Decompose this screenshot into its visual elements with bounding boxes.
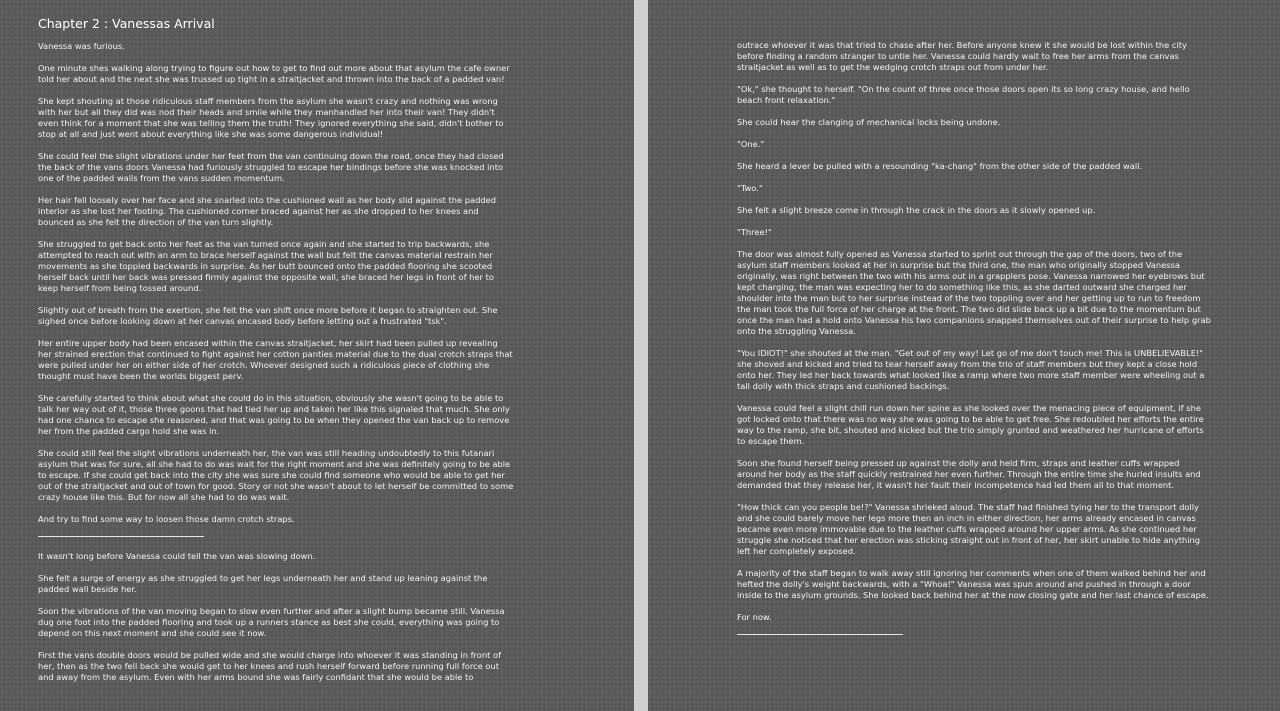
paragraph: Soon she found herself being pressed up against the dolly and held firm, straps and leather cuffs wrapped around her body as the staff quickly restrained her even further. Through the entire time she hurled insults and demanded that they release her, it wasn't her fault their incompetence had led them all to that moment. <box>737 458 1201 490</box>
paragraph: She could still feel the slight vibrations underneath her, the van was still heading undoubtedly to this futanari asylum that was for sure, all she had to do was wait for the right moment and she was definitely going to be able to escape. If she could get back into the city she was sure she could find someone who would be able to get her out of the straitjacket and out of town for good. Story or not she wasn't about to let herself be committed to some crazy house like this. But for now all she had to do was wait. <box>38 448 514 502</box>
paragraph: First the vans double doors would be pulled wide and she would charge into whoever it was standing in front of her, then as the two fell back she would get to her knees and rush herself forward before running full force out and away from the asylum. Even with her arms bound she was fairly confidant that she would be able to <box>38 650 501 682</box>
section-divider <box>737 634 903 635</box>
paragraph: She heard a lever be pulled with a resounding "ka-chang" from the other side of the padded wall. <box>737 161 1143 171</box>
left-page <box>0 0 634 711</box>
paragraph: Slightly out of breath from the exertion, she felt the van shift once more before it began to straighten out. She sighed once before looking down at her canvas encased body before letting out a frustrated "tsk". <box>38 305 498 326</box>
paragraph: Vanessa could feel a slight chill run down her spine as she looked over the menacing piece of equipment, if she got locked onto that there was no way she was going to be able to get free. She redoubled her efforts the entire way to the ramp, she bit, shouted and kicked but the trio simply grunted and weathered her hurricane of efforts to escape them. <box>737 403 1204 446</box>
paragraph: The door was almost fully opened as Vanessa started to sprint out through the gap of the doors, two of the asylum staff members looked at her in surprise but the third one, the man who originally stopped Vanessa originally, was right between the two with his arms out in a grapplers pose. Vanessa narrowed her eyebrows but kept charging, the man was expecting her to do something like this, as she darted outward she charged her shoulder into the man but to her surprise instead of the two toppling over and her getting up to run to freedom the man took the full force of her charge at the front. The two did slide back up a bit due to the momentum but once the man had a hold onto Vanessa his two companions snapped themselves out of their surprise to help grab onto the struggling Vanessa. <box>737 249 1211 336</box>
paragraph: It wasn't long before Vanessa could tell the van was slowing down. <box>38 551 316 561</box>
section-divider <box>38 536 204 537</box>
paragraph: "Ok," she thought to herself. "On the count of three once those doors open its so long crazy house, and hello beach front relaxation." <box>737 84 1190 105</box>
paragraph: Her entire upper body had been encased within the canvas straitjacket, her skirt had been pulled up revealing her strained erection that continued to fight against her cotton panties material due to the dual crotch straps that were pulled under her on either side of her crotch. Whoever designed such a ridiculous piece of clothing she thought must have been the worlds biggest perv. <box>38 338 513 381</box>
paragraph: She felt a slight breeze come in through the crack in the doors as it slowly opened up. <box>737 205 1096 215</box>
paragraph: "How thick can you people be!?" Vanessa shrieked aloud. The staff had finished tying her to the transport dolly and she could barely move her legs more then an inch in either direction, her arms already encased in canvas became even more immovable due to the leather cuffs wrapped around her upper arms. As she continued her struggle she noticed that her erection was sticking straight out in front of her, her skirt unable to hide anything left her completely exposed. <box>737 502 1201 556</box>
paragraph: She carefully started to think about what she could do in this situation, obviously she wasn't going to be able to talk her way out of it, those three goons that had tied her up and taken her like this signaled that much. She only had one chance to escape she reasoned, and that was going to be when they opened the van back up to remove her from the padded cargo hold she was in. <box>38 393 510 436</box>
paragraph: Her hair fell loosely over her face and she snarled into the cushioned wall as her body slid against the padded interior as she lost her footing. The cushioned corner braced against her as she dropped to her knees and bounced as she felt the direction of the van turn slightly. <box>38 195 497 227</box>
paragraph: A majority of the staff began to walk away still ignoring her comments when one of them walked behind her and hefted the dolly's weight backwards, with a "Whoa!" Vanessa was spun around and pushed in through a door inside to the asylum grounds. She looked back behind her at the now closing gate and her last chance of escape. <box>737 568 1209 600</box>
paragraph: She felt a surge of energy as she struggled to get her legs underneath her and stand up leaning against the padded wall beside her. <box>38 573 488 594</box>
paragraph: "Three!" <box>737 227 772 237</box>
paragraph: "You IDIOT!" she shouted at the man. "Get out of my way! Let go of me don't touch me! This is UNBELIEVABLE!" she shoved and kicked and tried to tear herself away from the trio of staff members but they kept a close hold onto her. They led her back towards what looked like a ramp where two more staff member were wheeling out a tall dolly with thick straps and cushioned backings. <box>737 348 1205 391</box>
paragraph: One minute shes walking along trying to figure out how to get to find out more about that asylum the cafe owner told her about and the next she was trussed up tight in a straitjacket and thrown into the back of a padded van! <box>38 63 510 84</box>
paragraph: For now. <box>737 612 772 622</box>
paragraph: Vanessa was furious. <box>38 41 125 51</box>
paragraph: And try to find some way to loosen those damn crotch straps. <box>38 514 295 524</box>
paragraph: She kept shouting at those ridiculous staff members from the asylum she wasn't crazy and nothing was wrong with her but all they did was nod their heads and smile while they manhandled her into their van! They didn't even think for a moment that she was telling them the truth! They ignored everything she said, didn't bother to stop at all and just went about everything like she was some dangerous individual! <box>38 96 504 139</box>
right-page <box>648 0 1280 711</box>
paragraph: Soon the vibrations of the van moving began to slow even further and after a slight bump became still. Vanessa dug one foot into the padded flooring and took up a runners stance as best she could, everything was going to depend on this next moment and she could see it now. <box>38 606 505 638</box>
paragraph: "Two." <box>737 183 763 193</box>
chapter-title: Chapter 2 : Vanessas Arrival <box>38 16 215 31</box>
paragraph: outrace whoever it was that tried to chase after her. Before anyone knew it she would be lost within the city before finding a random stranger to untie her. Vanessa could hardly wait to free her arms from the canvas straitjacket as well as to get the wedging crotch straps out from under her. <box>737 40 1187 72</box>
paragraph: She could hear the clanging of mechanical locks being undone. <box>737 117 1001 127</box>
paragraph: She could feel the slight vibrations under her feet from the van continuing down the road, once they had closed the back of the vans doors Vanessa had furiously struggled to escape her bindings before she was knocked into one of the padded walls from the vans sudden momentum. <box>38 151 504 183</box>
paragraph: She struggled to get back onto her feet as the van turned once again and she started to trip backwards, she attempted to reach out with an arm to brace herself against the wall but felt the canvas material restrain her movements as she toppled backwards in surprise. As her butt bounced onto the padded flooring she scooted herself back until her back was pressed firmly against the opposite wall, she braced her legs in front of her to keep herself from being tossed around. <box>38 239 494 293</box>
paragraph: "One." <box>737 139 765 149</box>
page-gutter <box>634 0 648 711</box>
